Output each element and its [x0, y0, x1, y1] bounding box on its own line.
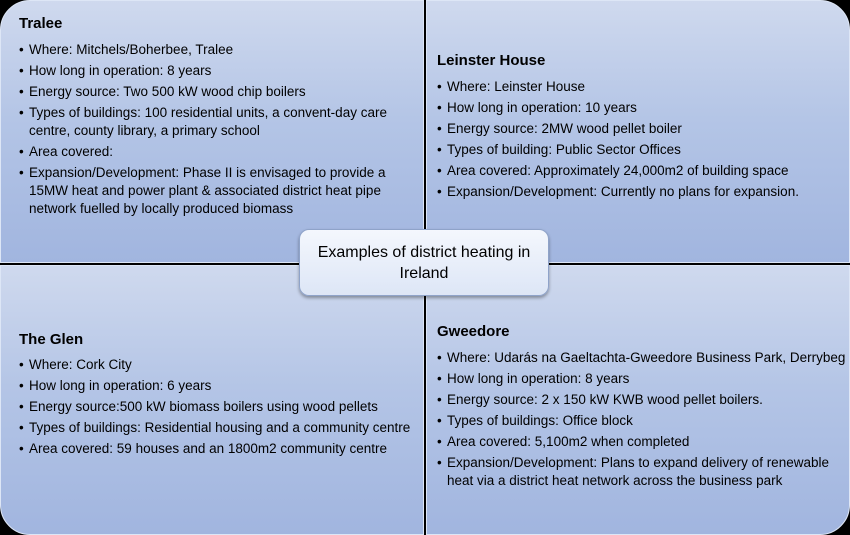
list-item: • Types of building: Public Sector Offices	[437, 141, 849, 159]
quadrant-title: Gweedore	[437, 323, 510, 340]
list-item: • Expansion/Development: Phase II is envisaged to provide a 15MW heat and power plant & associated district heat pipe network fuelled by locally produced biomass	[19, 164, 419, 218]
list-item: • Where: Leinster House	[437, 78, 849, 96]
center-title-box	[299, 229, 549, 296]
quadrant-leinster-house	[426, 0, 850, 263]
list-item: • Area covered: 59 houses and an 1800m2 community centre	[19, 440, 419, 458]
list-item: • Energy source: 2MW wood pellet boiler	[437, 120, 849, 138]
list-item: • Where: Udarás na Gaeltachta-Gweedore Business Park, Derrybeg	[437, 349, 847, 367]
list-item: • Area covered: Approximately 24,000m2 of building space	[437, 162, 849, 180]
list-item: • Where: Cork City	[19, 356, 419, 374]
list-item: • Area covered: 5,100m2 when completed	[437, 433, 847, 451]
list-item: • Energy source: 2 x 150 kW KWB wood pellet boilers.	[437, 391, 847, 409]
quadrant-gweedore	[426, 265, 850, 535]
list-item: • How long in operation: 6 years	[19, 377, 419, 395]
bullet-list	[19, 41, 419, 221]
list-item: • How long in operation: 8 years	[437, 370, 847, 388]
list-item: • Where: Mitchels/Boherbee, Tralee	[19, 41, 419, 59]
quadrant-title: The Glen	[19, 331, 84, 348]
list-item: • How long in operation: 8 years	[19, 62, 419, 80]
bullet-list	[19, 356, 419, 461]
quadrant-title: Leinster House	[437, 52, 546, 69]
list-item: • Types of buildings: 100 residential units, a convent-day care centre, county library, a primary school	[19, 104, 419, 140]
quadrant-title: Tralee	[19, 15, 63, 32]
list-item: • Area covered:	[19, 143, 419, 161]
bullet-list	[437, 78, 849, 204]
list-item: • Types of buildings: Residential housing and a community centre	[19, 419, 419, 437]
list-item: • Expansion/Development: Currently no plans for expansion.	[437, 183, 849, 201]
list-item: • Types of buildings: Office block	[437, 412, 847, 430]
center-title: Examples of district heating in Ireland	[317, 243, 531, 282]
list-item: • Energy source: Two 500 kW wood chip boilers	[19, 83, 419, 101]
list-item: • How long in operation: 10 years	[437, 99, 849, 117]
quadrant-tralee	[0, 0, 424, 263]
quadrant-the-glen	[0, 265, 424, 535]
list-item: • Expansion/Development: Plans to expand delivery of renewable heat via a district heat network across the business park	[437, 454, 847, 490]
list-item: • Energy source:500 kW biomass boilers using wood pellets	[19, 398, 419, 416]
bullet-list	[437, 349, 847, 493]
